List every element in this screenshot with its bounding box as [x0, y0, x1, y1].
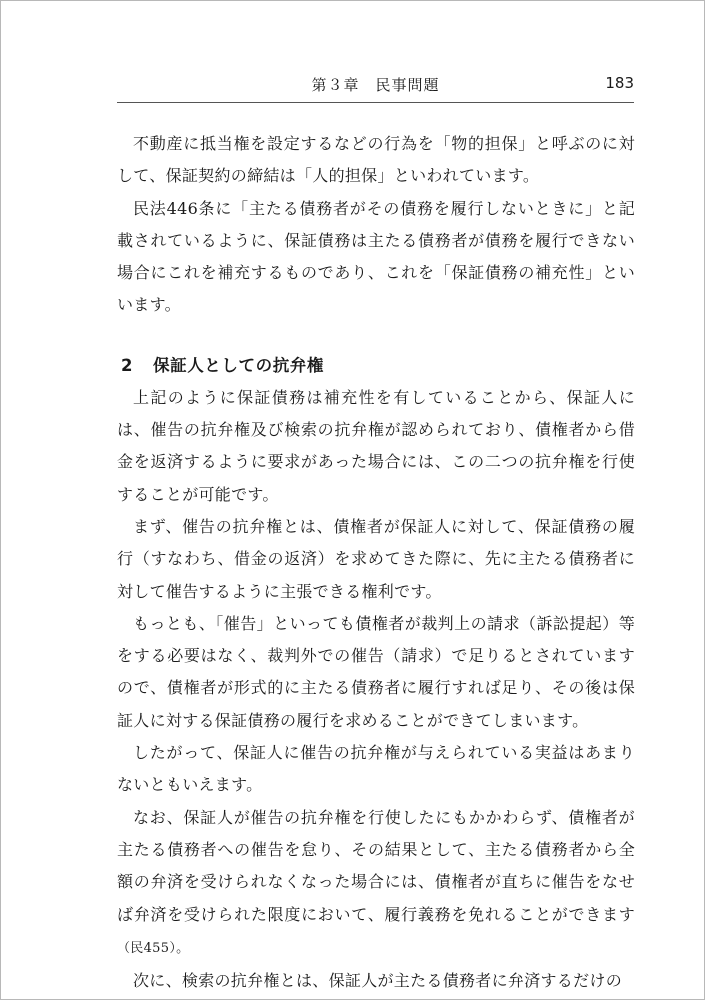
- chapter-title: 第３章 民事問題: [311, 76, 440, 94]
- body-paragraph: もっとも、「催告」といっても債権者が裁判上の請求（訴訟提起）等をする必要はなく、裁判外での催告（請求）で足りるとされていますので、債権者が形式的に主たる債務者に履行すれば足り、その後は保証人に対する保証債務の履行を求めることができてしまいます。: [117, 613, 635, 730]
- running-header: [117, 70, 634, 103]
- paragraph-text: なお、保証人が催告の抗弁権を行使したにもかかわらず、債権者が主たる債務者への催告を怠り、その結果として、主たる債務者から全額の弁済を受けられなくなった場合には、債権者が直ちに催告をなせば弁済を受けられた限度において、履行義務を免れることができます: [117, 807, 635, 924]
- body-paragraph: 民法446条に「主たる債務者がその債務を履行しないときに」と記載されているように、保証債務は主たる債務者が債務を履行できない場合にこれを補充するものであり、これを「保証債務の補充性」といいます。: [117, 198, 635, 315]
- page-number: 183: [605, 74, 634, 92]
- section-number: 2: [121, 355, 134, 375]
- body-paragraph: したがって、保証人に催告の抗弁権が与えられている実益はあまりないともいえます。: [117, 743, 635, 795]
- body-paragraph: まず、催告の抗弁権とは、債権者が保証人に対して、保証債務の履行（すなわち、借金の返済）を求めてきた際に、先に主たる債務者に対して催告するように主張できる権利です。: [117, 516, 635, 601]
- section-title: 保証人としての抗弁権: [153, 355, 324, 375]
- body-paragraph: 不動産に抵当権を設定するなどの行為を「物的担保」と呼ぶのに対して、保証契約の締結は「人的担保」といわれています。: [117, 134, 635, 186]
- section-spacer: [117, 322, 635, 350]
- body-paragraph-with-citation: [117, 802, 635, 965]
- body-paragraph: 次に、検索の抗弁権とは、保証人が主たる債務者に弁済するだけの: [133, 971, 623, 991]
- body-paragraph: 上記のように保証債務は補充性を有していることから、保証人には、催告の抗弁権及び検索の抗弁権が認められており、債権者から借金を返済するように要求があった場合には、この二つの抗弁権を行使することが可能です。: [117, 387, 635, 504]
- section-heading: [117, 350, 635, 382]
- page-body: [117, 128, 635, 997]
- statute-citation: （民455）。: [117, 940, 190, 956]
